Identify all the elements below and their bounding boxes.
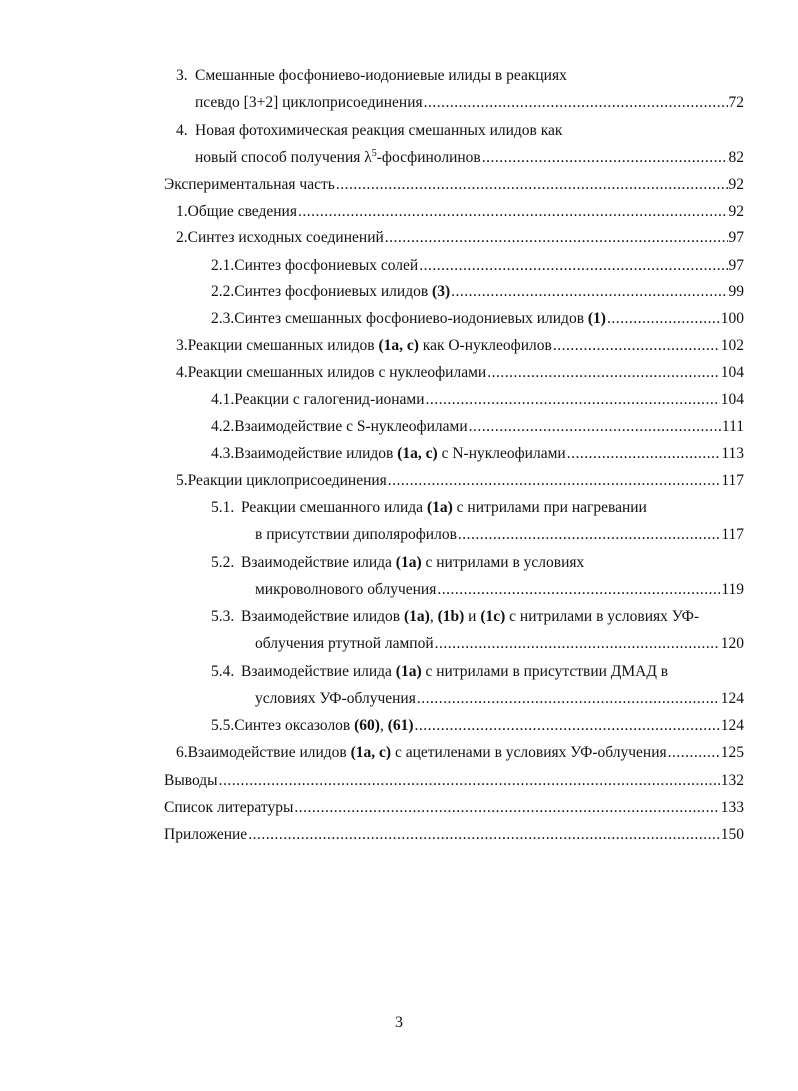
dot-leader <box>482 145 728 171</box>
dot-leader <box>219 768 720 794</box>
toc-entry[interactable] <box>0 145 798 171</box>
toc-entry-number: 5.5. <box>211 717 235 734</box>
toc-entry-number: 5.3. <box>211 608 235 625</box>
toc-entry-page: 97 <box>728 229 744 246</box>
toc-entry-title: Реакции с галогенид-ионами <box>234 391 425 408</box>
dot-leader <box>567 441 721 467</box>
toc-entry-title: условиях УФ-облучения <box>255 690 416 707</box>
toc-entry[interactable] <box>0 306 798 332</box>
page-number: 3 <box>395 1014 403 1031</box>
toc-entry[interactable] <box>0 360 798 386</box>
toc-entry-number: 4. <box>176 122 188 139</box>
toc-entry[interactable] <box>0 63 798 89</box>
toc-entry-title: Приложение <box>164 826 248 843</box>
toc-entry-number: 2.3. <box>211 310 235 327</box>
toc-entry[interactable] <box>0 333 798 359</box>
toc-entry[interactable] <box>0 740 798 766</box>
toc-entry-title: Экспериментальная часть <box>164 176 335 193</box>
dot-leader <box>607 306 720 332</box>
dot-leader <box>415 713 720 739</box>
toc-entry-title: Новая фотохимическая реакция смешанных илидов как <box>195 122 563 139</box>
toc-entry-page: 124 <box>720 690 744 707</box>
toc-entry[interactable] <box>0 577 798 603</box>
toc-entry-page: 120 <box>720 635 744 652</box>
toc-entry-number: 5.1. <box>211 499 235 516</box>
toc-entry[interactable] <box>0 414 798 440</box>
dot-leader <box>487 360 720 386</box>
toc-entry-page: 132 <box>720 772 744 789</box>
dot-leader <box>435 631 720 657</box>
dot-leader <box>437 577 720 603</box>
toc-entry-number: 5.4. <box>211 663 235 680</box>
toc-entry[interactable] <box>0 225 798 251</box>
toc-entry-page: 82 <box>728 149 744 166</box>
toc-entry-page: 133 <box>720 799 744 816</box>
toc-entry-title: микроволнового облучения <box>255 581 437 598</box>
toc-entry-page: 104 <box>720 364 744 381</box>
dot-leader <box>458 522 720 548</box>
toc-entry-number: 4. <box>176 364 188 381</box>
toc-entry-title: Взаимодействие илида (1a) с нитрилами в условиях <box>241 554 585 571</box>
toc-entry[interactable] <box>0 522 798 548</box>
dot-leader <box>426 387 720 413</box>
toc-entry[interactable] <box>0 172 798 198</box>
toc-entry[interactable] <box>0 90 798 116</box>
toc-entry[interactable] <box>0 118 798 144</box>
toc-entry[interactable] <box>0 631 798 657</box>
toc-entry-title: облучения ртутной лампой <box>255 635 434 652</box>
toc-entry-number: 1. <box>176 203 188 220</box>
toc-entry-number: 5.2. <box>211 554 235 571</box>
toc-entry-title: Синтез исходных соединений <box>187 229 384 246</box>
toc-entry-title: Синтез оксазолов (60), (61) <box>234 717 414 734</box>
dot-leader <box>298 199 728 225</box>
toc-entry-title: Синтез смешанных фосфониево-иодониевых илидов (1) <box>234 310 606 327</box>
toc-entry-page: 117 <box>721 526 744 543</box>
dot-leader <box>469 414 721 440</box>
toc-entry-number: 5. <box>176 472 188 489</box>
toc-entry[interactable] <box>0 604 798 630</box>
toc-entry-title: Взаимодействие с S-нуклеофилами <box>234 418 468 435</box>
toc-entry[interactable] <box>0 468 798 494</box>
toc-entry[interactable] <box>0 822 798 848</box>
dot-leader <box>417 686 720 712</box>
toc-entry[interactable] <box>0 686 798 712</box>
toc-entry[interactable] <box>0 659 798 685</box>
toc-entry-page: 113 <box>721 445 744 462</box>
toc-entry[interactable] <box>0 279 798 305</box>
toc-entry-title: псевдо [3+2] циклоприсоединения <box>195 94 423 111</box>
toc-entry-page: 117 <box>721 472 744 489</box>
toc-entry-title: Реакции смешанных илидов с нуклеофилами <box>187 364 487 381</box>
toc-entry-title: Выводы <box>164 772 218 789</box>
toc-entry-title: Реакции смешанного илида (1a) с нитрилами при нагревании <box>241 499 647 516</box>
dot-leader <box>336 172 728 198</box>
dot-leader <box>385 225 728 251</box>
toc-entry-number: 3. <box>176 337 188 354</box>
dot-leader <box>668 740 720 766</box>
toc-entry-page: 72 <box>728 94 744 111</box>
toc-entry-page: 92 <box>728 176 744 193</box>
toc-entry-page: 119 <box>721 581 744 598</box>
toc-entry-number: 2.1. <box>211 257 235 274</box>
dot-leader <box>553 333 720 359</box>
toc-entry-page: 92 <box>728 203 744 220</box>
toc-entry[interactable] <box>0 713 798 739</box>
toc-entry-title: Общие сведения <box>187 203 297 220</box>
toc-entry-page: 124 <box>720 717 744 734</box>
dot-leader <box>419 253 727 279</box>
toc-entry-number: 3. <box>176 67 188 84</box>
toc-entry[interactable] <box>0 387 798 413</box>
toc-entry[interactable] <box>0 550 798 576</box>
toc-entry-number: 2. <box>176 229 188 246</box>
toc-entry-page: 104 <box>720 391 744 408</box>
toc-entry-page: 150 <box>720 826 744 843</box>
toc-entry-title: Список литературы <box>164 799 294 816</box>
toc-entry-title: Синтез фосфониевых солей <box>234 257 419 274</box>
toc-entry-title: Взаимодействие илида (1a) с нитрилами в присутствии ДМАД в <box>241 663 669 680</box>
dot-leader <box>294 795 719 821</box>
toc-entry-title: Смешанные фосфониево-иодониевые илиды в реакциях <box>195 67 567 84</box>
toc-entry-title: в присутствии диполярофилов <box>255 526 457 543</box>
dot-leader <box>248 822 720 848</box>
toc-entry[interactable] <box>0 253 798 279</box>
toc-entry-number: 4.1. <box>211 391 235 408</box>
toc-entry-page: 125 <box>720 744 744 761</box>
toc-entry[interactable] <box>0 768 798 794</box>
toc-entry[interactable] <box>0 795 798 821</box>
dot-leader <box>424 90 728 116</box>
toc-entry-number: 4.3. <box>211 445 235 462</box>
toc-entry[interactable] <box>0 441 798 467</box>
dot-leader <box>388 468 721 494</box>
toc-entry-page: 100 <box>720 310 744 327</box>
toc-entry[interactable] <box>0 199 798 225</box>
toc-entry-page: 111 <box>721 418 744 435</box>
toc-entry-page: 97 <box>728 257 744 274</box>
toc-entry-title: новый способ получения $\lambda^5$-фосфинолинов <box>195 147 481 166</box>
toc-entry-title: Взаимодействие илидов (1a, c) с N-нуклеофилами <box>234 445 566 462</box>
toc-entry-number: 2.2. <box>211 283 235 300</box>
toc-entry-title: Взаимодействие илидов (1a, c) с ацетиленами в условиях УФ-облучения <box>187 744 667 761</box>
dot-leader <box>451 279 727 305</box>
toc-entry-number: 4.2. <box>211 418 235 435</box>
toc-entry[interactable] <box>0 495 798 521</box>
toc-entry-page: 102 <box>720 337 744 354</box>
toc-entry-page: 99 <box>728 283 744 300</box>
toc-entry-title: Взаимодействие илидов (1a), (1b) и (1c) с нитрилами в условиях УФ- <box>241 608 700 625</box>
toc-entry-number: 6. <box>176 744 188 761</box>
toc-entry-title: Синтез фосфониевых илидов (3) <box>234 283 451 300</box>
toc-entry-title: Реакции смешанных илидов (1a, c) как O-нуклеофилов <box>187 337 552 354</box>
toc-entry-title: Реакции циклоприсоединения <box>187 472 387 489</box>
